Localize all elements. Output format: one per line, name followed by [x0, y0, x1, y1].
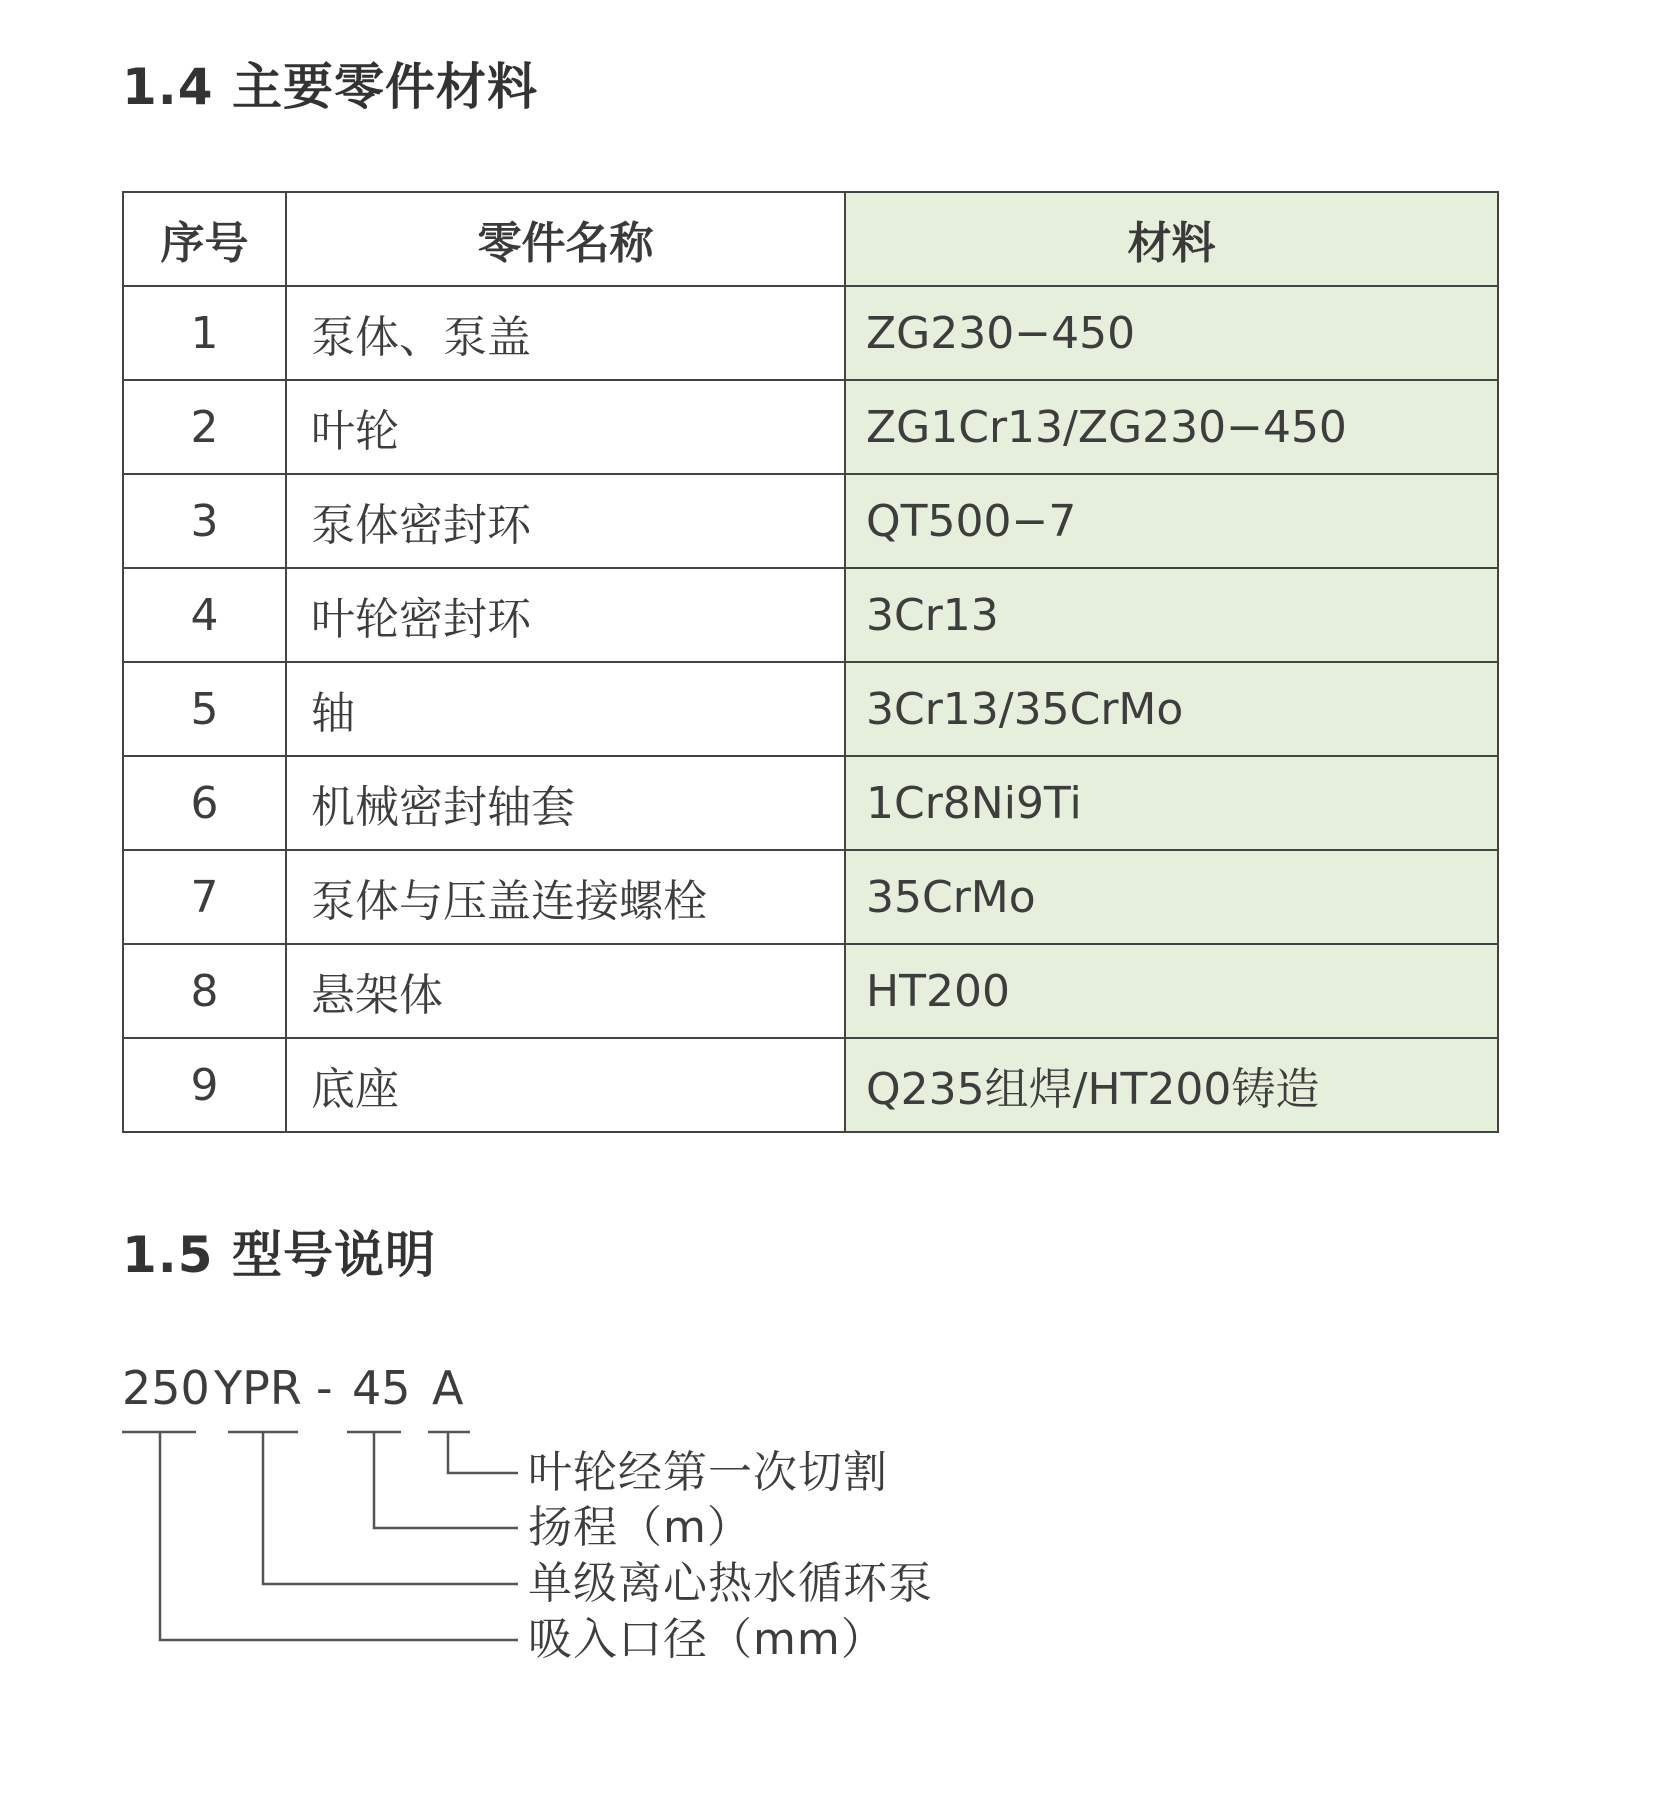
table-row: [123, 474, 1498, 568]
row-material: 35CrMo: [845, 850, 1498, 944]
code-part-pump-type: YPR: [214, 1361, 302, 1415]
section-title-model: 1.5 型号说明: [122, 1226, 436, 1284]
table-row: [123, 286, 1498, 380]
row-material: ZG1Cr13/ZG230−450: [845, 380, 1498, 474]
desc-inlet-diameter: 吸入口径（mm）: [528, 1614, 886, 1665]
row-part-name: 叶轮: [286, 380, 845, 474]
row-part-name: 悬架体: [286, 944, 845, 1038]
row-serial: 8: [123, 944, 286, 1038]
desc-impeller-first-cut: 叶轮经第一次切割: [528, 1447, 888, 1498]
row-serial: 7: [123, 850, 286, 944]
row-material: 1Cr8Ni9Ti: [845, 756, 1498, 850]
section-title-materials: 1.4 主要零件材料: [122, 58, 538, 116]
materials-table: [122, 191, 1499, 1133]
table-row: [123, 568, 1498, 662]
table-header-row: [123, 192, 1498, 286]
row-part-name: 泵体与压盖连接螺栓: [286, 850, 845, 944]
row-serial: 2: [123, 380, 286, 474]
row-part-name: 泵体、泵盖: [286, 286, 845, 380]
desc-pump-type: 单级离心热水循环泵: [528, 1558, 933, 1609]
row-part-name: 机械密封轴套: [286, 756, 845, 850]
row-serial: 5: [123, 662, 286, 756]
row-part-name: 泵体密封环: [286, 474, 845, 568]
row-serial: 1: [123, 286, 286, 380]
row-material: 3Cr13/35CrMo: [845, 662, 1498, 756]
row-serial: 3: [123, 474, 286, 568]
header-material: 材料: [845, 192, 1498, 286]
row-material: HT200: [845, 944, 1498, 1038]
desc-head: 扬程（m）: [528, 1502, 752, 1553]
header-part-name: 零件名称: [286, 192, 845, 286]
table-row: [123, 380, 1498, 474]
table-row: [123, 1038, 1498, 1132]
row-material: ZG230−450: [845, 286, 1498, 380]
row-serial: 9: [123, 1038, 286, 1132]
code-part-dash: -: [316, 1361, 333, 1415]
row-part-name: 底座: [286, 1038, 845, 1132]
row-material: 3Cr13: [845, 568, 1498, 662]
table-row: [123, 944, 1498, 1038]
table-row: [123, 756, 1498, 850]
row-part-name: 轴: [286, 662, 845, 756]
row-material: Q235组焊/HT200铸造: [845, 1038, 1498, 1132]
table-row: [123, 850, 1498, 944]
code-part-impeller-cut: A: [432, 1361, 464, 1415]
row-serial: 6: [123, 756, 286, 850]
row-part-name: 叶轮密封环: [286, 568, 845, 662]
header-serial-number: 序号: [123, 192, 286, 286]
row-serial: 4: [123, 568, 286, 662]
table-row: [123, 662, 1498, 756]
row-material: QT500−7: [845, 474, 1498, 568]
code-part-inlet-diameter: 250: [122, 1361, 210, 1415]
code-part-head: 45: [352, 1361, 411, 1415]
